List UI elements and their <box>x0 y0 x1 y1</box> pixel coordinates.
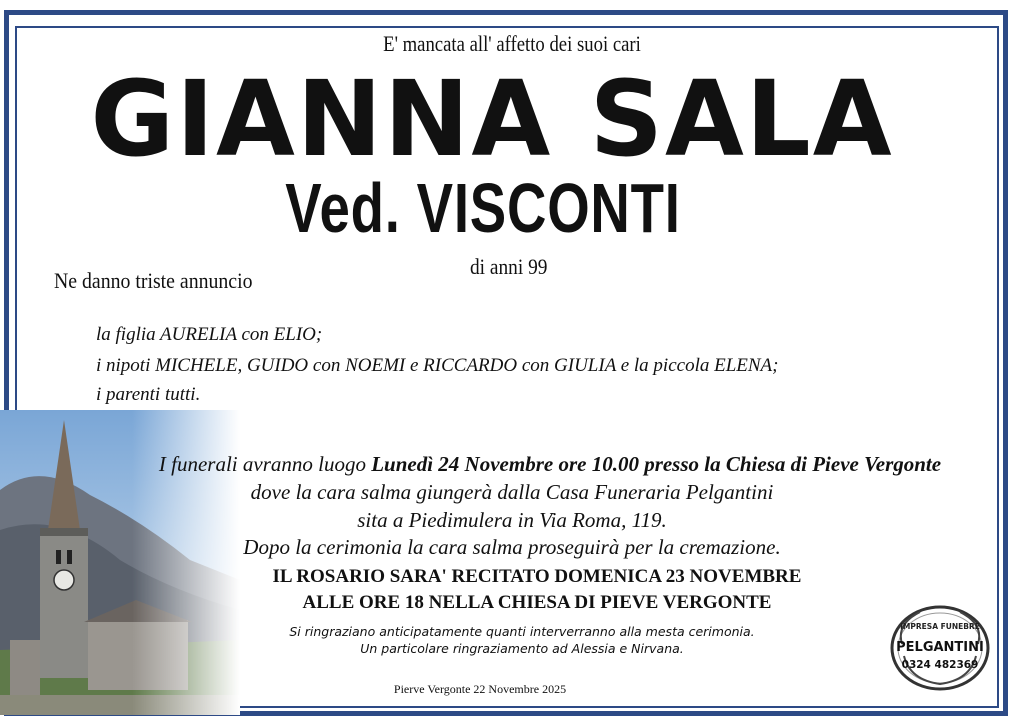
relative-line: i nipoti MICHELE, GUIDO con NOEMI e RICCARDO con GIULIA e la piccola ELENA; <box>96 355 779 376</box>
thanks-line: Si ringraziano anticipatamente quanti interverranno alla mesta cerimonia. <box>289 624 755 639</box>
funeral-line-2: dove la cara salma giungerà dalla Casa Funeraria Pelgantini <box>250 480 774 504</box>
thanks-line: Un particolare ringraziamento ad Alessia e Nirvana. <box>360 641 684 656</box>
relative-line: i parenti tutti. <box>96 384 201 405</box>
relative-line: la figlia AURELIA con ELIO; <box>96 324 323 345</box>
rosary-line: ALLE ORE 18 NELLA CHIESA DI PIEVE VERGONTE <box>302 592 772 613</box>
funeral-line-3: sita a Piedimulera in Via Roma, 119. <box>357 508 667 532</box>
funeral-line-1 <box>38 452 1024 477</box>
logo-phone: 0324 482369 <box>901 659 979 671</box>
age: di anni 99 <box>470 254 548 279</box>
logo-name: PELGANTINI <box>896 640 984 655</box>
rosary-line: IL ROSARIO SARA' RECITATO DOMENICA 23 NOVEMBRE <box>272 566 802 587</box>
widow-of: Ved. VISCONTI <box>285 169 681 247</box>
logo-top-text: IMPRESA FUNEBRE <box>900 622 980 631</box>
deceased-name: GIANNA SALA <box>90 58 894 180</box>
funeral-when-where: Lunedì 24 Novembre ore 10.00 presso la Chiesa di Pieve Vergonte <box>371 452 942 476</box>
place-date: Pierve Vergonte 22 Novembre 2025 <box>393 682 567 696</box>
funeral-line-4: Dopo la cerimonia la cara salma proseguirà per la cremazione. <box>243 535 781 559</box>
intro-line: E' mancata all' affetto dei suoi cari <box>383 31 641 56</box>
announce-line: Ne danno triste annuncio <box>54 268 253 293</box>
funeral-lead: I funerali avranno luogo <box>158 452 372 476</box>
funeral-home-logo <box>890 604 990 692</box>
